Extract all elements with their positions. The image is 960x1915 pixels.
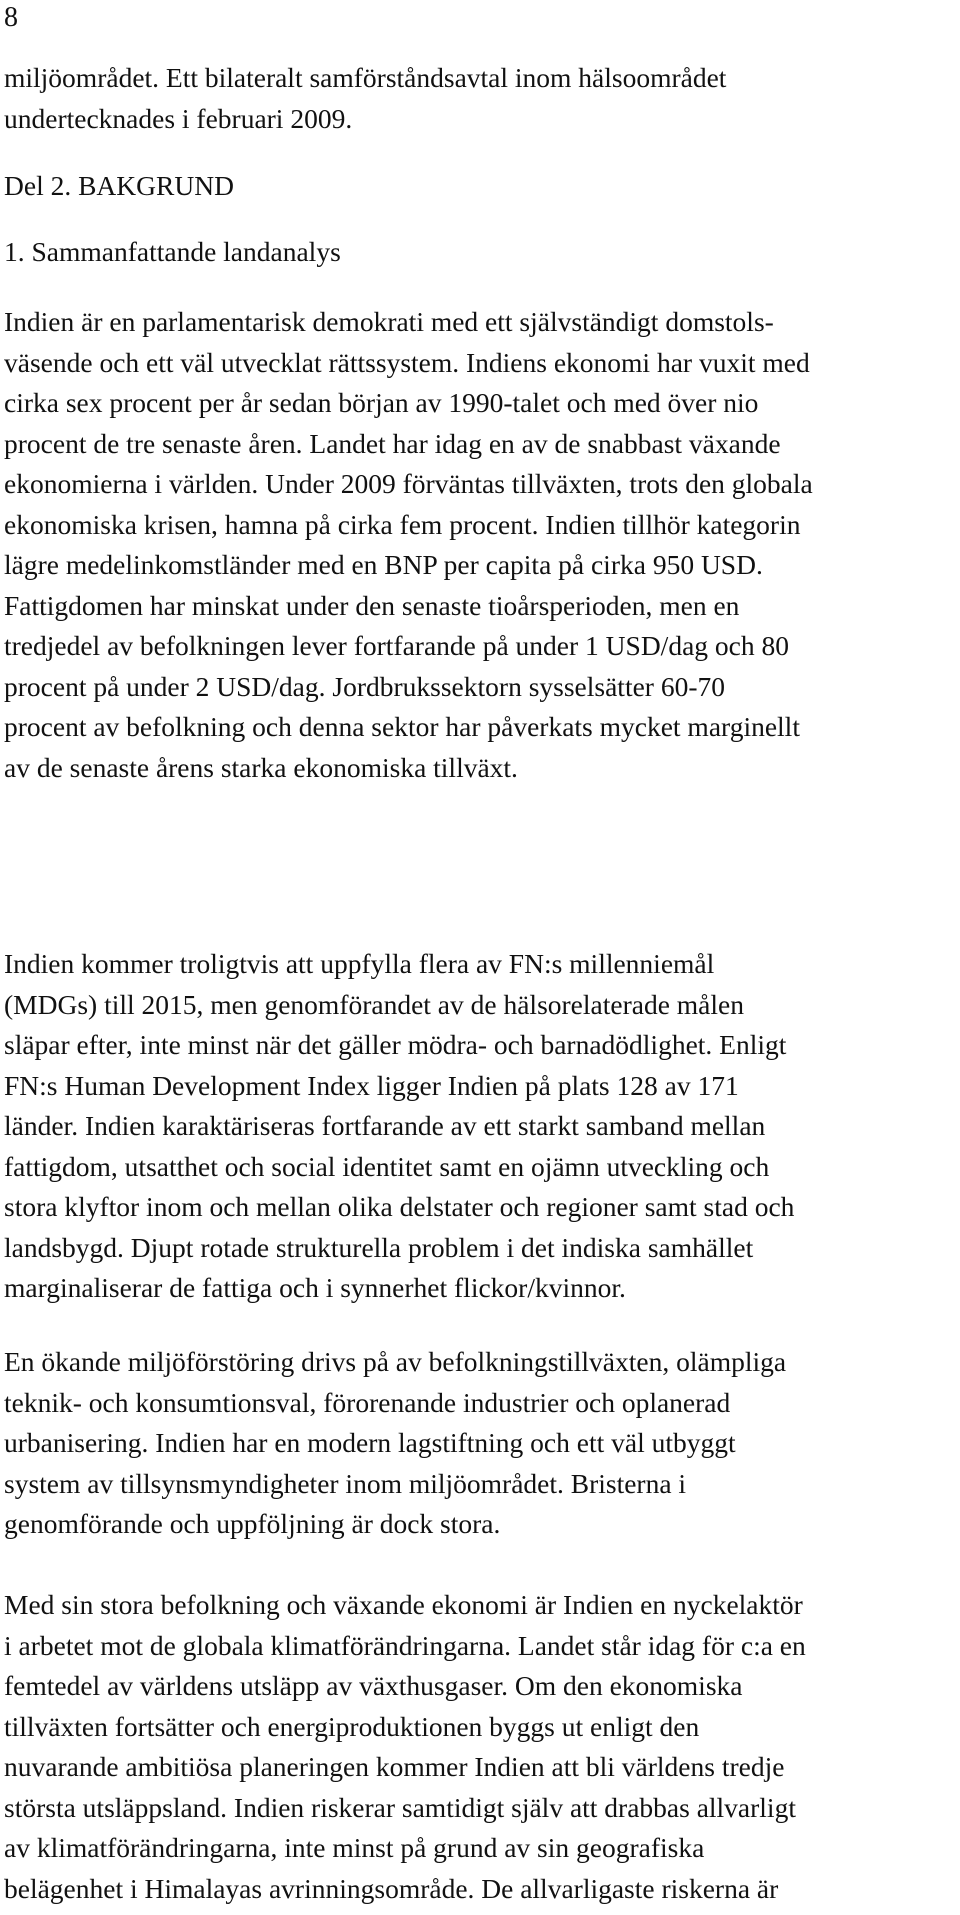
text-line: (MDGs) till 2015, men genomförandet av de hälsorelaterade målen (4, 988, 744, 1020)
body-paragraph (4, 944, 944, 1309)
text-line: av klimatförändringarna, inte minst på grund av sin geografiska (4, 1832, 705, 1863)
text-line: En ökande miljöförstöring drivs på av befolkningstillväxten, olämpliga (4, 1346, 787, 1377)
text-line: av de senaste årens starka ekonomiska tillväxt. (4, 751, 518, 783)
text-line: cirka sex procent per år sedan början av 1990-talet och med över nio (4, 387, 759, 418)
text-line: lägre medelinkomstländer med en BNP per capita på cirka 950 USD. (4, 549, 763, 580)
section-heading: 1. Sammanfattande landanalys (4, 236, 341, 267)
text-line: ekonomierna i världen. Under 2009 förväntas tillväxten, trots den globala (4, 468, 813, 499)
text-line: stora klyftor inom och mellan olika delstater och regioner samt stad och (4, 1191, 795, 1222)
text-line: procent de tre senaste åren. Landet har idag en av de snabbast växande (4, 427, 781, 459)
text-line: tredjedel av befolkningen lever fortfarande på under 1 USD/dag och 80 (4, 630, 789, 661)
text-line: nuvarande ambitiösa planeringen kommer Indien att bli världens tredje (4, 1751, 785, 1782)
part-heading: Del 2. BAKGRUND (4, 170, 234, 201)
text-line: länder. Indien karaktäriseras fortfarande av ett starkt samband mellan (4, 1110, 766, 1141)
text-line: tillväxten fortsätter och energiproduktionen byggs ut enligt den (4, 1710, 700, 1742)
text-line: miljöområdet. Ett bilateralt samförståndsavtal inom hälsoområdet (4, 62, 727, 93)
text-line: femtedel av världens utsläpp av växthusgaser. Om den ekonomiska (4, 1670, 743, 1701)
text-line: i arbetet mot de globala klimatförändringarna. Landet står idag för c:a en (4, 1629, 806, 1661)
body-paragraph (4, 1585, 944, 1909)
text-line: FN:s Human Development Index ligger Indien på plats 128 av 171 (4, 1069, 739, 1101)
text-line: släpar efter, inte minst när det gäller mödra- och barnadödlighet. Enligt (4, 1029, 787, 1060)
text-line: marginaliserar de fattiga och i synnerhet flickor/kvinnor. (4, 1272, 626, 1303)
text-line: procent på under 2 USD/dag. Jordbrukssektorn sysselsätter 60-70 (4, 670, 725, 702)
text-line: landsbygd. Djupt rotade strukturella problem i det indiska samhället (4, 1231, 754, 1263)
text-line: Indien kommer troligtvis att uppfylla flera av FN:s millenniemål (4, 948, 715, 979)
text-line: väsende och ett väl utvecklat rättssystem. Indiens ekonomi har vuxit med (4, 346, 810, 378)
text-line: system av tillsynsmyndigheter inom miljöområdet. Bristerna i (4, 1467, 687, 1499)
text-line: teknik- och konsumtionsval, förorenande industrier och oplanerad (4, 1386, 731, 1418)
intro-paragraph (4, 58, 944, 139)
text-line: Fattigdomen har minskat under den senaste tioårsperioden, men en (4, 589, 740, 621)
page-number: 8 (4, 2, 18, 33)
text-line: fattigdom, utsatthet och social identitet samt en ojämn utveckling och (4, 1150, 770, 1182)
text-line: Indien är en parlamentarisk demokrati med ett självständigt domstols- (4, 306, 774, 337)
text-line: belägenhet i Himalayas avrinningsområde. De allvarligaste riskerna är (4, 1872, 779, 1904)
text-line: procent av befolkning och denna sektor har påverkats mycket marginellt (4, 711, 800, 742)
text-line: ekonomiska krisen, hamna på cirka fem procent. Indien tillhör kategorin (4, 508, 801, 540)
text-line: största utsläppsland. Indien riskerar samtidigt själv att drabbas allvarligt (4, 1791, 796, 1823)
body-paragraph (4, 302, 944, 788)
text-line: genomförande och uppföljning är dock stora. (4, 1508, 501, 1539)
text-line: Med sin stora befolkning och växande ekonomi är Indien en nyckelaktör (4, 1589, 803, 1620)
body-paragraph (4, 1342, 944, 1545)
text-line: urbanisering. Indien har en modern lagstiftning och ett väl utbyggt (4, 1427, 736, 1458)
text-line: undertecknades i februari 2009. (4, 102, 353, 134)
